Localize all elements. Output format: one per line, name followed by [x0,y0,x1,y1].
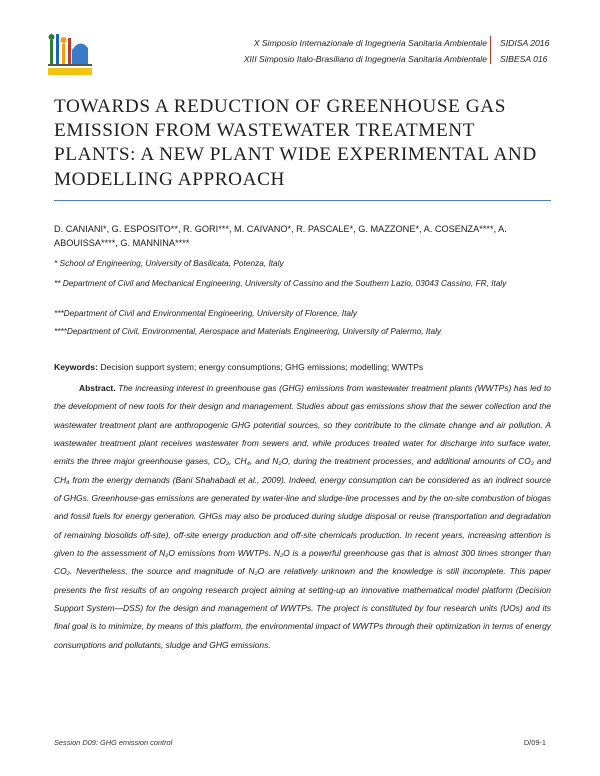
title-divider [54,200,551,201]
symposium-line-1: X Simposio Internazionale di Ingegneria Sanitaria Ambientale [253,38,487,48]
paper-title: TOWARDS A REDUCTION OF GREENHOUSE GAS EMISSION FROM WASTEWATER TREATMENT PLANTS: A NEW PLANT WIDE EXPERIMENTAL AND MODELLING APPROACH [54,96,537,190]
keywords [54,362,423,372]
conference-code-1: SIDISA 2016 [500,38,550,48]
sidisa-logo-icon [42,30,100,80]
header-separator [490,36,491,64]
keywords-text: Decision support system; energy consumptions; GHG emissions; modelling; WWTPs [100,362,424,372]
affiliation-2: ** Department of Civil and Mechanical Engineering, University of Cassino and the Southern Lazio, 03043 Cassino, FR, Italy [54,278,507,288]
footer-session: Session D09: GHG emission control [54,738,173,747]
affiliation-1: * School of Engineering, University of Basilicata, Potenza, Italy [54,258,284,268]
abstract-paragraph [54,379,551,654]
abstract-label: Abstract. [79,383,116,393]
keywords-label: Keywords: [54,362,98,372]
sidisa-logo [42,30,100,80]
author-list: D. CANIANI*, G. ESPOSITO**, R. GORI***, M. CAIVANO*, R. PASCALE*, G. MAZZONE*, A. COSENZA****, A. ABOUISSA****, G. MANNINA**** [54,224,507,249]
abstract-text: The increasing interest in greenhouse gas (GHG) emissions from wastewater treatment plants (WWTPs) has led to the development of new tools for their design and management. Studies about gas emissions show that the sewer collection and the wastewater treatment plant are anthropogenic GHG potential sources, so they contribute to the climate change and air pollution. A wastewater treatment plant receives wastewater from sewers and, while produces treated water for discharge into surface water, emits the three major greenhouse gases, CO₂, CH₄, and N₂O, during the treatment processes, and additional amounts of CO₂ and CH₄ from the energy demands (Bani Shahabadi et al., 2009). Indeed, energy consumption can be considered as an indirect source of GHGs. Greenhouse-gas emissions are generated by water-line and sludge-line processes and by the on-site combustion of biogas and fossil fuels for energy generation. GHGs may also be produced during sludge disposal or reuse (transportation and degradation of remaining biosolids off-site), off-site energy production and off-site chemicals production. In recent years, increasing attention is given to the assessment of N₂O emissions from WWTPs. N₂O is a powerful greenhouse gas that is almost 300 times stronger than CO₂. Nevertheless, the source and magnitude of N₂O are relatively unknown and the knowledge is still incomplete. This paper presents the first results of an ongoing research project aiming at setting-up an innovative mathematical model platform (Decision Support System—DSS) for the design and management of WWTPs. The project is constituted by four research units (UOs) and its final goal is to minimize, by means of this platform, the environmental impact of WWTPs through their optimization in terms of energy consumptions and pollutants, sludge and GHG emissions. [54,383,551,650]
affiliation-3: ***Department of Civil and Environmental Engineering, University of Florence, Italy [54,308,357,318]
conference-code-2: SIBESA 016 [500,54,548,64]
footer-page-number: D/09-1 [523,738,546,747]
symposium-line-2: XIII Simposio Italo-Brasiliano di Ingegneria Sanitaria Ambientale [243,54,487,64]
abstract [54,379,551,654]
affiliation-4: ****Department of Civil, Environmental, Aerospace and Materials Engineering, University of Palermo, Italy [54,326,442,336]
